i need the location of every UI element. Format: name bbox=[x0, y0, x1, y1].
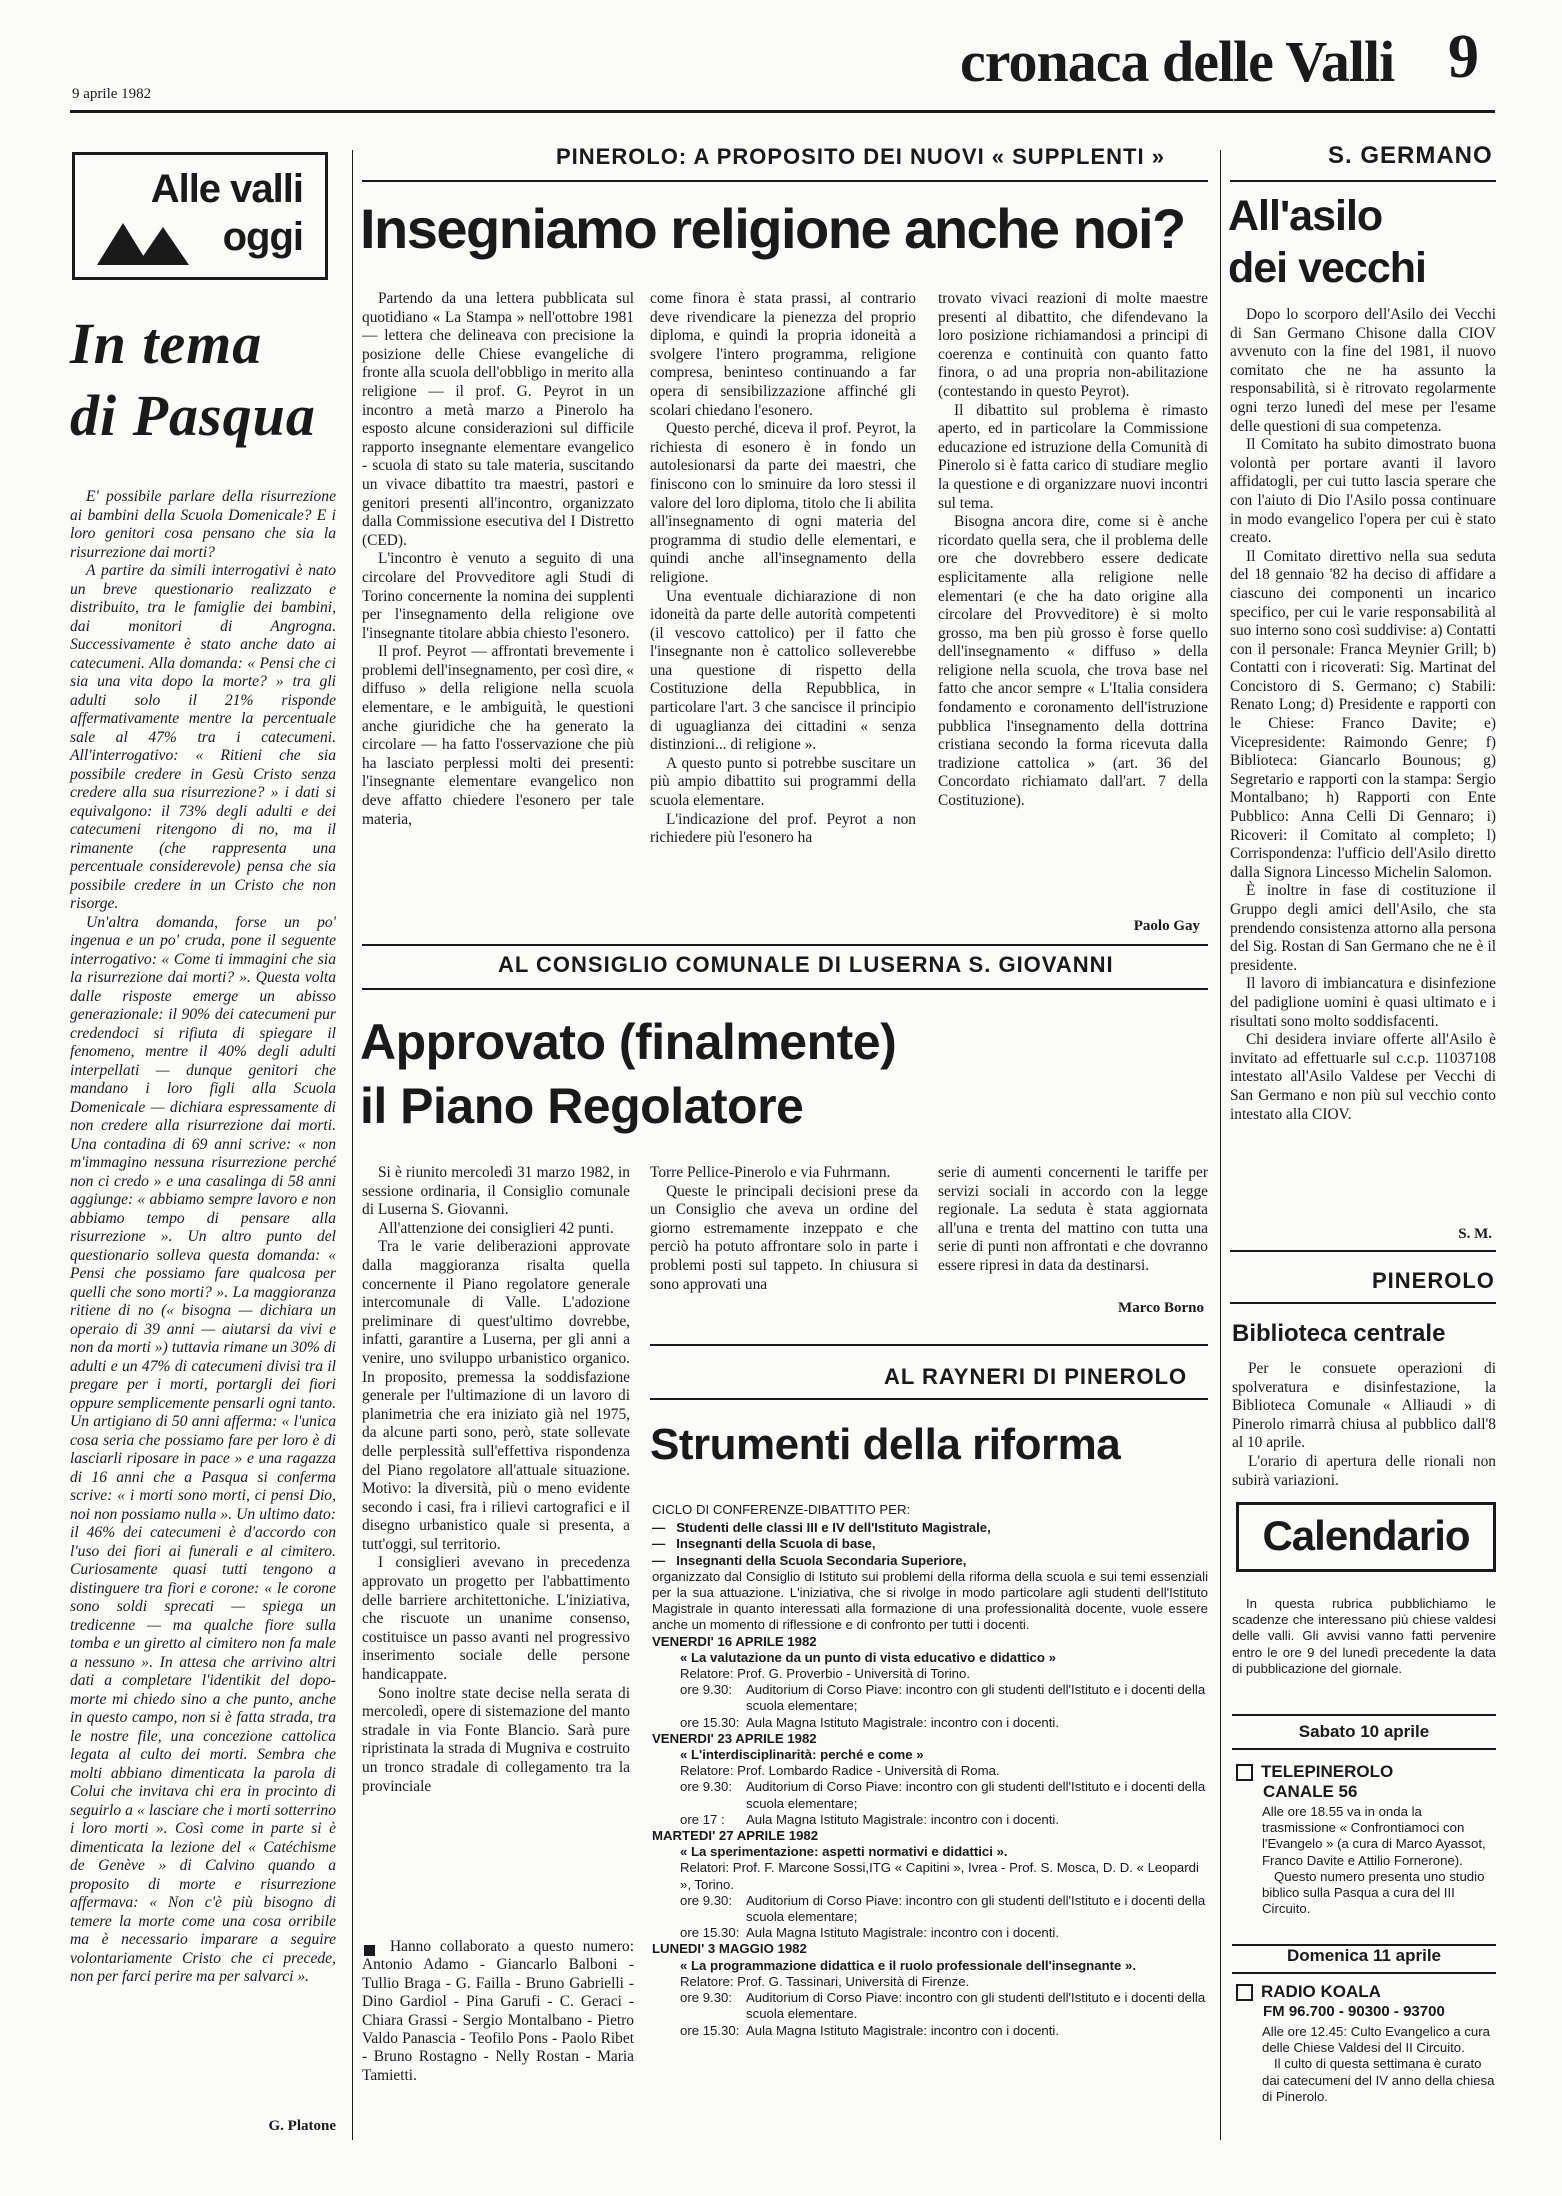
piano-paragraph: Si è riunito mercoledì 31 marzo 1982, in sessione ordinaria, il Consiglio comunale di Luserna S. Giovanni. bbox=[362, 1164, 630, 1219]
piano-headline-line2: il Piano Regolatore bbox=[360, 1078, 804, 1134]
piano-top-rule bbox=[362, 944, 1208, 946]
time-desc: Aula Magna Istituto Magistrale: incontro con i docenti. bbox=[746, 1714, 1060, 1730]
religione-paragraph: L'incontro è venuto a seguito di una circolare del Provveditore agli Studi di Torino concernente la nomina dei supplenti per l'insegnamento della religione ove l'insegnante titolare abbia chiesto l'esonero. bbox=[362, 550, 634, 642]
session-speakers: Relatore: Prof. G. Tassinari, Università di Firenze. bbox=[680, 1973, 970, 1989]
riforma-target: — Studenti delle classi III e IV dell'Istituto Magistrale, bbox=[652, 1520, 991, 1536]
calendario-title-box bbox=[1236, 1502, 1496, 1572]
session-speakers: Relatori: Prof. F. Marcone Sossi,ITG « Capitini », Ivrea - Prof. S. Mosca, D. D. « Leopardi », Torino. bbox=[680, 1860, 1199, 1892]
riforma-kicker: AL RAYNERI DI PINEROLO bbox=[884, 1364, 1188, 1389]
calendario-station-sub: FM 96.700 - 90300 - 93700 bbox=[1263, 2003, 1445, 2020]
calendario-entry bbox=[1236, 1762, 1496, 1917]
left-column-divider bbox=[352, 150, 353, 2140]
religione-paragraph: Partendo da una lettera pubblicata sul quotidiano « La Stampa » nell'ottobre 1981 — lettera che delineava con precisione la posizione delle Chiese evangeliche di fronte alla scuola dell'obbligo in merito alla religione — il prof. G. Peyrot in un incontro a metà marzo a Pinerolo ha esposto alcune considerazioni sul difficile rapporto insegnante elementare evangelico - scuola di stato su tale materia, suscitando un vivace dibattito tra maestri, pastori e genitori presenti all'incontro, organizzato dalla Commissione esecutiva del I Distretto (CED). bbox=[362, 290, 634, 549]
riforma-session bbox=[652, 1941, 1208, 2038]
riforma-intro-text: organizzato dal Consiglio di Istituto sui problemi della riforma della scuola e sui temi essenziali per la sua attuazione. L'iniziativa, che si rivolge in modo particolare agli studenti dell'Istituto Magistrale in quanto interessati alla formazione di una professionalità docente, vuole essere anche un momento di riflessione e di confronto per tutti i docenti. bbox=[652, 1568, 1208, 1633]
session-time bbox=[652, 1990, 1208, 2022]
riforma-target-text: Insegnanti della Scuola di base, bbox=[676, 1536, 876, 1552]
piano-headline bbox=[360, 1010, 896, 1138]
biblioteca-article-body bbox=[1232, 1360, 1496, 1490]
station-name: TELEPINEROLO bbox=[1261, 1762, 1394, 1781]
pasqua-title-line2: di Pasqua bbox=[70, 383, 316, 448]
religione-kicker-rule bbox=[362, 180, 1208, 182]
masthead-title: cronaca delle Valli bbox=[960, 29, 1395, 94]
pasqua-signature: G. Platone bbox=[268, 2118, 336, 2134]
calendario-station bbox=[1236, 1982, 1496, 2002]
biblioteca-kicker-rule bbox=[1230, 1302, 1496, 1304]
calendario-station bbox=[1236, 1762, 1496, 1782]
riforma-top-rule bbox=[650, 1344, 1208, 1346]
page-number: 9 bbox=[1448, 23, 1479, 91]
calendario-day-rule bbox=[1232, 1714, 1496, 1716]
piano-paragraph: serie di aumenti concernenti le tariffe per servizi sociali in accordo con la legge regionale. La seduta è stata aggiornata all'una e trenta del mattino con tutta una serie di punti non affrontati e che dovranno essere ripresi in data da destinarsi. bbox=[938, 1164, 1208, 1274]
religione-headline: Insegniamo religione anche noi? bbox=[360, 197, 1185, 260]
biblioteca-top-rule bbox=[1230, 1250, 1496, 1252]
asilo-paragraph: Il Comitato direttivo nella sua seduta del 18 gennaio '82 ha deciso di affidare a ciascuno dei componenti un incarico specifico, per cui le varie responsabilità al suo interno sono così suddivise: a) Contatti con il personale: Franca Meynier Grill; b) Contatti con i ricoverati: Sig. Martinat del Concistoro di S. Germano; c) Stabili: Renato Long; d) Presidente e rapporti con le Chiese: Franco Davite; e) Vicepresidente: Raimondo Genre; f) Biblioteca: Giancarlo Bounous; g) Segretario e rapporti con la stampa: Sergio Montalbano; h) Rapporti con Ente Pubblico: Anna Celli Di Gennaro; i) Ricoveri: il Comitato al completo; l) Corrispondenza: l'ufficio dell'Asilo diretto dalla Signora Lincesso Michelin Salomon. bbox=[1230, 547, 1496, 881]
time-desc: Aula Magna Istituto Magistrale: incontro con i docenti. bbox=[746, 1925, 1060, 1941]
time-label: ore 17 : bbox=[680, 1811, 725, 1827]
riforma-session bbox=[652, 1828, 1208, 1941]
piano-column-3 bbox=[938, 1164, 1208, 1276]
time-label: ore 9.30: bbox=[680, 1990, 733, 2006]
right-column-divider bbox=[1220, 150, 1221, 2140]
religione-paragraph: Il prof. Peyrot — affrontati brevemente i problemi dell'insegnamento, per così dire, « diffuso » della religione nella scuola elementare, e le ambiguità, le questioni anche giuridiche che ha generato la circolare — ha fatto l'osservazione che più ha lasciato perplessi molti dei presenti: l'insegnante elementare evangelico non deve affatto chiedere l'esonero per tale materia, bbox=[362, 643, 634, 828]
piano-paragraph: Queste le principali decisioni prese da un Consiglio che aveva un ordine del giorno estremamente inzeppato e che perciò ha potuto affrontare solo in parte i problemi posti sul tappeto. In chiusura si sono approvati una bbox=[650, 1182, 918, 1293]
religione-paragraph: trovato vivaci reazioni di molte maestre presenti al dibattito, che difendevano la loro posizione richiamandosi a principi di coerenza e continuità con quanto fatto finora, o ad una propria non-abilitazione (contestando in questo Peyrot). bbox=[938, 290, 1208, 400]
session-time bbox=[652, 1893, 1208, 1925]
checkbox-icon bbox=[1236, 1984, 1253, 2001]
calendario-intro: In questa rubrica pubblichiamo le scadenze che interessano più chiese valdesi delle valli. Gli avvisi vanno fatti pervenire entro le ore 9 del lunedì precedente la data di pubblicazione del giornale. bbox=[1232, 1596, 1496, 1676]
piano-paragraph: Tra le varie deliberazioni approvate dalla maggioranza risalta quella concernente il Piano regolatore generale intercomunale di Valle. L'adozione preliminare di quest'ultimo dovrebbe, infatti, garantire a Luserna, per gli anni a venire, uno sviluppo urbanistico organico. In proposito, premessa la soddisfazione generale per l'ultimazione di un lavoro di planimetria che era iniziato già nel 1975, da alcune parti sono, però, state sollevate delle perplessità sull'effettiva rispondenza del Piano regolatore all'attuale situazione. Motivo: la diversità, più o meno evidente secondo i casi, fra i rilievi cartografici e il disegno urbanistico quale si presenta, a tutt'oggi, sul territorio. bbox=[362, 1238, 630, 1553]
pasqua-title-line1: In tema bbox=[70, 311, 263, 376]
calendario-title: Calendario bbox=[1262, 1512, 1470, 1559]
religione-paragraph: Il dibattito sul problema è rimasto aperto, ed in particolare la Commissione educazione ed istruzione della Comunità di Pinerolo si è fatta carico di studiare meglio la questione e di organizzare nuovi incontri sul tema. bbox=[938, 401, 1208, 512]
time-label: ore 15.30: bbox=[680, 1714, 740, 1730]
calendario-text: Questo numero presenta uno studio biblico sulla Pasqua a cura del III Circuito. bbox=[1262, 1868, 1485, 1917]
piano-paragraph: Sono inoltre state decise nella serata di mercoledì, opere di sistemazione del manto stradale in via Fonte Blancio. Sarà pure ripristinata la strada di Mugniva e costruito un tronco stradale di collegamento tra la provinciale bbox=[362, 1684, 630, 1795]
riforma-session bbox=[652, 1731, 1208, 1828]
biblioteca-paragraph: L'orario di apertura delle rionali non subirà variazioni. bbox=[1232, 1452, 1496, 1489]
religione-signature: Paolo Gay bbox=[1133, 918, 1200, 934]
riforma-kicker-rule bbox=[650, 1398, 1208, 1400]
pasqua-paragraph: A partire da simili interrogativi è nato un breve questionario realizzato e distribuito, tra le famiglie dei bambini, dai monitori di Angrogna. Successivamente è stato anche dato ai catecumeni. Alla domanda: « Pensi che ci sia una vita dopo la morte? » tra gli adulti solo il 21% risponde affermativamente mentre la percentuale sale al 47% tra i catecumeni. All'interrogativo: « Ritieni che sia possibile credere in Gesù Cristo senza credere alla sua risurrezione? » i dati si equivalgono: il 73% degli adulti e dei catecumeni ritengono di no, ma il rimanente (che rappresenta una percentuale considerevole) pensa che sia possibile credere in un Cristo che non risorge. bbox=[70, 562, 336, 912]
riforma-program bbox=[652, 1502, 1208, 2039]
religione-column-3 bbox=[938, 290, 1208, 811]
biblioteca-kicker: PINEROLO bbox=[1372, 1268, 1495, 1293]
asilo-paragraph: Dopo lo scorporo dell'Asilo dei Vecchi di San Germano Chisone dalla CIOV avvenuto con la fine del 1981, il nuovo comitato che ne ha assunto la responsabilità, si è ritrovato regolarmente ogni terzo lunedì del mese per l'esame delle questioni di sua competenza. bbox=[1230, 306, 1496, 435]
calendario-text: Alle ore 12.45: Culto Evangelico a cura delle Chiese Valdesi del II Circuito. bbox=[1262, 2024, 1490, 2056]
masthead-rule bbox=[70, 110, 1495, 113]
religione-paragraph: L'indicazione del prof. Peyrot a non richiedere più l'esonero ha bbox=[650, 810, 916, 847]
time-label: ore 9.30: bbox=[680, 1682, 733, 1698]
session-speakers: Relatore: Prof. G. Proverbio - Università di Torino. bbox=[680, 1666, 970, 1682]
piano-paragraph: All'attenzione dei consiglieri 42 punti. bbox=[378, 1219, 614, 1237]
riforma-target: — Insegnanti della Scuola di base, bbox=[652, 1536, 876, 1552]
session-time bbox=[652, 1779, 1208, 1811]
religione-column-2 bbox=[650, 290, 916, 848]
riforma-target-text: Insegnanti della Scuola Secondaria Superiore, bbox=[676, 1552, 967, 1568]
collaboratori-text: Hanno collaborato a questo numero: Antonio Adamo - Giancarlo Balboni - Tullio Braga - G. Failla - Bruno Gabrielli - Dino Gardiol - Pina Garufi - C. Geraci - Chiara Grassi - Sergio Montalbano - Pietro Valdo Panascia - Teofilo Pons - Paolo Ribet - Bruno Rostagno - Nelly Rostan - Maria Tamietti. bbox=[362, 1938, 634, 2084]
session-day: LUNEDI' 3 MAGGIO 1982 bbox=[652, 1941, 807, 1957]
session-title: « La valutazione da un punto di vista educativo e didattico » bbox=[680, 1649, 1056, 1665]
session-title: « La programmazione didattica e il ruolo professionale dell'insegnante ». bbox=[680, 1957, 1137, 1973]
asilo-kicker: S. GERMANO bbox=[1328, 142, 1493, 169]
session-time bbox=[652, 2023, 1208, 2039]
time-label: ore 15.30: bbox=[680, 1925, 740, 1941]
religione-paragraph: A questo punto si potrebbe suscitare un più ampio dibattito sui programmi della scuola elementare. bbox=[650, 754, 916, 810]
asilo-paragraph: Il lavoro di imbiancatura e disinfezione del padiglione uomini è quasi ultimato e i risultati sono molto soddisfacenti. bbox=[1230, 975, 1496, 1030]
calendario-station-sub: CANALE 56 bbox=[1263, 1782, 1358, 1801]
calendario-day-rule bbox=[1232, 1972, 1496, 1974]
time-desc: Auditorium di Corso Piave: incontro con gli studenti dell'Istituto e i docenti della scuola elementare; bbox=[746, 1892, 1206, 1925]
time-desc: Auditorium di Corso Piave: incontro con gli studenti dell'Istituto e i docenti della scuola elementare; bbox=[746, 1779, 1206, 1811]
asilo-signature: S. M. bbox=[1458, 1226, 1492, 1242]
riforma-session bbox=[652, 1634, 1208, 1731]
riforma-intro-label: CICLO DI CONFERENZE-DIBATTITO PER: bbox=[652, 1502, 911, 1517]
alle-valli-oggi-logo bbox=[72, 152, 328, 280]
calendario-day-rule bbox=[1232, 1748, 1496, 1750]
time-desc: Auditorium di Corso Piave: incontro con gli studenti dell'Istituto e i docenti della scuola elementare. bbox=[746, 1990, 1206, 2022]
piano-paragraph: Torre Pellice-Pinerolo e via Fuhrmann. bbox=[650, 1164, 891, 1181]
session-day: VENERDI' 16 APRILE 1982 bbox=[652, 1633, 817, 1649]
biblioteca-paragraph: Per le consuete operazioni di spolveratura e disinfestazione, la Biblioteca Comunale « Alliaudi » di Pinerolo rimarrà chiusa al pubblico dall'8 al 10 aprile. bbox=[1232, 1360, 1496, 1452]
asilo-headline-line2: dei vecchi bbox=[1228, 244, 1426, 292]
pasqua-paragraph: E' possibile parlare della risurrezione ai bambini della Scuola Domenicale? E i loro genitori cosa pensano che sia la risurrezione dai morti? bbox=[70, 488, 336, 561]
session-title: « L'interdisciplinarità: perché e come » bbox=[680, 1747, 924, 1763]
religione-paragraph: Una eventuale dichiarazione di non idoneità da parte delle autorità competenti (il vescovo cattolico) per il fatto che l'insegnante non è cattolico solleverebbe una questione di rispetto della Costituzione della Repubblica, in particolare l'art. 3 che sancisce il principio di uguaglianza dei cittadini « senza distinzioni... di religione ». bbox=[650, 587, 916, 754]
session-time bbox=[652, 1812, 1208, 1828]
calendario-text: Alle ore 18.55 va in onda la trasmissione « Confrontiamoci con l'Evangelo » (a cura di Marco Ayassot, Franco Davite e Attilio Fornerone). bbox=[1262, 1804, 1486, 1868]
calendario-day-header: Sabato 10 aprile bbox=[1298, 1722, 1430, 1741]
religione-paragraph: Bisogna ancora dire, come si è anche ricordato quella sera, che il problema delle ore che dovrebbero essere dedicate esplicitamente alla religione nelle elementari (e che ha dato origine alla circolare del Provveditore) è si molto grosso, ma ben più grosso è forse quello dell'insegnamento « diffuso » della religione nella scuola, che trova base nel fatto che ancor sempre « L'Italia considera fondamento e coronamento dell'istruzione pubblica l'insegnamento della dottrina cristiana secondo la forma ricevuta dalla tradizione cattolica » (art. 36 del Concordato richiamato dall'art. 7 della Costituzione). bbox=[938, 513, 1208, 810]
session-title: « La sperimentazione: aspetti normativi e didattici ». bbox=[680, 1844, 1008, 1860]
session-time bbox=[652, 1925, 1208, 1941]
time-label: ore 9.30: bbox=[680, 1892, 733, 1908]
time-desc: Auditorium di Corso Piave: incontro con gli studenti dell'Istituto e i docenti della scuola elementare; bbox=[746, 1682, 1206, 1714]
piano-signature: Marco Borno bbox=[1118, 1300, 1204, 1316]
mountains-icon bbox=[97, 217, 197, 267]
collaboratori-box bbox=[362, 1938, 634, 2085]
pasqua-article-body bbox=[70, 488, 336, 1987]
calendario-day-header: Domenica 11 aprile bbox=[1286, 1946, 1442, 1965]
asilo-headline bbox=[1228, 190, 1426, 294]
piano-column-2 bbox=[650, 1164, 918, 1294]
session-day: VENERDI' 23 APRILE 1982 bbox=[652, 1730, 817, 1746]
religione-column-1 bbox=[362, 290, 634, 829]
religione-paragraph: come finora è stata prassi, al contrario deve rivendicare la pienezza del proprio diploma, e quindi la propria idoneità a svolgere l'intero programma, religione compresa, beninteso continuando a far opera di sensibilizzazione affinché gli scolari chiedano l'esonero. bbox=[650, 290, 916, 419]
piano-column-1 bbox=[362, 1164, 630, 1796]
logo-line-1: Alle valli bbox=[150, 167, 303, 211]
biblioteca-headline: Biblioteca centrale bbox=[1232, 1320, 1446, 1347]
asilo-paragraph: Il Comitato ha subito dimostrato buona volontà per portare avanti il lavoro affidatogli, per cui tutto lascia sperare che con l'aiuto di Dio l'Asilo possa continuare in modo evangelico l'opera per cui è stato creato. bbox=[1230, 436, 1496, 547]
checkbox-icon bbox=[1236, 1764, 1253, 1781]
piano-paragraph: I consiglieri avevano in precedenza approvato un progetto per l'abbattimento delle barriere architettoniche. L'iniziativa, che riscuote un unanime consenso, costituisce un passo avanti nel progressivo inserimento sociale delle persone handicappate. bbox=[362, 1554, 630, 1684]
calendario-text: Il culto di questa settimana è curato dai catecumeni del IV anno della chiesa di Pinerolo. bbox=[1262, 2056, 1495, 2104]
session-time bbox=[652, 1715, 1208, 1731]
logo-line-2: oggi bbox=[222, 215, 303, 259]
piano-headline-line1: Approvato (finalmente) bbox=[360, 1014, 897, 1070]
station-name: RADIO KOALA bbox=[1261, 1982, 1381, 2001]
time-desc: Aula Magna Istituto Magistrale: incontro con i docenti. bbox=[746, 2022, 1060, 2038]
pasqua-paragraph: Un'altra domanda, forse un po' ingenua e un po' cruda, pone il seguente interrogativo: « Come ti immagini che sia la risurrezione dai morti? ». Questa volta dalle risposte emerge un abisso generazionale: il 90% dei catecumeni pur credendoci si rifiuta di spiegare il fenomeno, mentre il 40% degli adulti interpellati — dunque genitori che mandano i loro figli alla Scuola Domenicale — dichiara espressamente di non credere alla risurrezione dai morti. Una contadina di 69 anni scrive: « non m'immagino nessuna risurrezione perché non ci credo » e una casalinga di 58 anni aggiunge: « abbiamo sempre lavoro e non abbiamo tempo di pensare alla risurrezione ». Un altro punto del questionario solleva questa domanda: « Pensi che possiamo fare qualcosa per quelli che sono morti? ». La maggioranza ritiene di no (« bisogna — dichiara un operaio di 39 anni — aiutarsi da vivi e non da morti ») tuttavia rimane un 30% di adulti e un 47% di catecumeni divisi tra il pregare per i morti, portargli dei fiori oppure semplicemente pensarli ogni tanto. Un artigiano di 50 anni afferma: « l'unica cosa seria che possiamo fare per loro è di lasciarli riposare in pace » e una ragazza di 16 anni che a Pasqua si conferma scrive: « i morti sono morti, ci pensi Dio, noi non possiamo nulla ». Un ultimo dato: il 46% dei catecumeni è d'accordo con l'uso dei fiori ai funerali e al cimitero. Curiosamente quasi tutti tengono a distinguere tra fiori e corone: « le corone sono soldi sprecati — spiega un tredicenne — ma qualche fiore sulla tomba e un giretto al cimitero non fa male a nessuno ». In attesa che arrivino altri dati a completare l'identikit del dopo-morte mi chiedo sino a che punto, anche in questo campo, non si è fatta strada, tra le nostre file, una concezione cattolica legata al culto dei morti. Sembra che molti abbiano dimenticata la parola di Colui che invitava chi era in procinto di seguirlo a « lasciare che i morti sotterrino i loro morti ». Così come in parte si è dimenticata la lezione del « Catéchisme de Genève » di Calvino quando a proposito di morte e risurrezione affermava: « Non c'è più bisogno di temere la morte come una cosa orribile ma è necessario imparare a seguire volontariamente Cristo che ci precede, non per farci perire ma per salvarci ». bbox=[70, 913, 336, 1985]
religione-paragraph: Questo perché, diceva il prof. Peyrot, la richiesta di esonero è in fondo un autolesionarsi da parte dei maestri, che finiscono con lo sminuire da loro stessi il valore del loro diploma, titolo che li abilita all'insegnamento di ogni materia del programma di studio delle elementari, e quindi anche all'insegnamento della religione. bbox=[650, 420, 916, 586]
calendario-entry bbox=[1236, 1982, 1496, 2105]
piano-kicker: AL CONSIGLIO COMUNALE DI LUSERNA S. GIOVANNI bbox=[498, 952, 1114, 977]
pasqua-title bbox=[70, 308, 340, 452]
asilo-kicker-rule bbox=[1230, 180, 1496, 182]
session-time bbox=[652, 1682, 1208, 1714]
asilo-paragraph: Chi desidera inviare offerte all'Asilo è invitato ad effettuarle sul c.c.p. 11037108 intestato all'Asilo Valdese per Vecchi di San Germano e non più sul vecchio conto intestato alla CIOV. bbox=[1230, 1031, 1496, 1123]
asilo-article-body bbox=[1230, 306, 1496, 1124]
session-day: MARTEDI' 27 APRILE 1982 bbox=[652, 1828, 819, 1844]
riforma-target-text: Studenti delle classi III e IV dell'Istituto Magistrale, bbox=[676, 1520, 991, 1536]
session-speakers: Relatore: Prof. Lombardo Radice - Università di Roma. bbox=[680, 1763, 1000, 1779]
asilo-paragraph: È inoltre in fase di costituzione il Gruppo degli amici dell'Asilo, che sta prendendo consistenza attorno alla persona del Sig. Rostan di San Germano che ne è il presidente. bbox=[1230, 882, 1496, 974]
time-label: ore 9.30: bbox=[680, 1779, 733, 1795]
bullet-square-icon bbox=[364, 1945, 375, 1956]
religione-kicker: PINEROLO: A PROPOSITO DEI NUOVI « SUPPLENTI » bbox=[556, 144, 1165, 169]
riforma-headline: Strumenti della riforma bbox=[650, 1420, 1121, 1469]
asilo-headline-line1: All'asilo bbox=[1228, 192, 1383, 240]
time-label: ore 15.30: bbox=[680, 2022, 740, 2038]
time-desc: Aula Magna Istituto Magistrale: incontro con i docenti. bbox=[746, 1811, 1060, 1827]
riforma-target: — Insegnanti della Scuola Secondaria Superiore, bbox=[652, 1552, 967, 1568]
piano-kicker-rule bbox=[362, 988, 1208, 990]
issue-date: 9 aprile 1982 bbox=[72, 86, 152, 102]
